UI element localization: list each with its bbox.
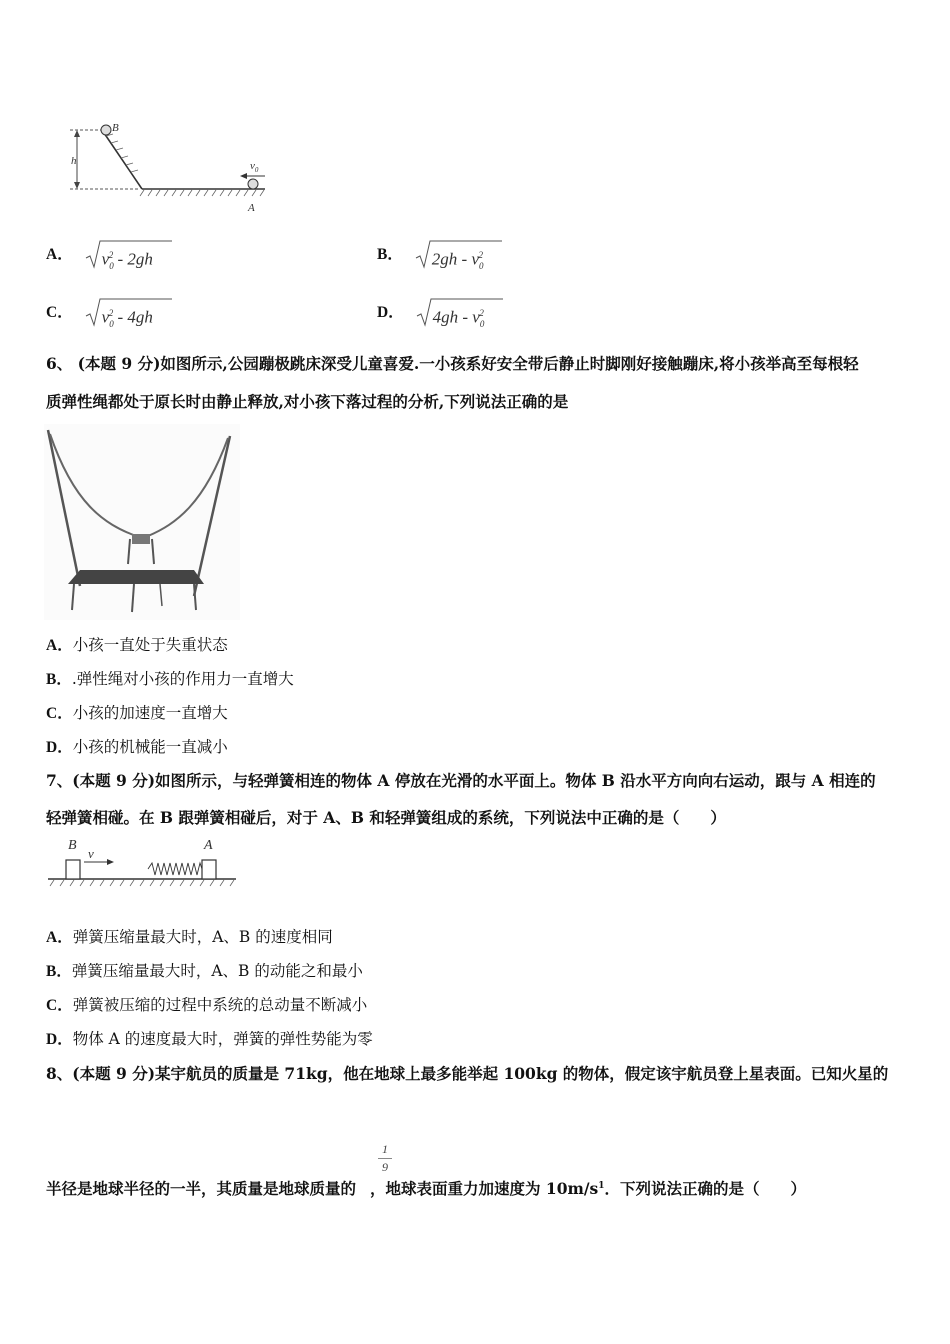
label-a: A <box>248 202 255 214</box>
label-v0: $v_0$ <box>250 160 259 175</box>
option-letter: A． <box>46 637 73 654</box>
sqrt-expression: $v_0^2 - 2gh$ <box>84 240 174 270</box>
q5-figure <box>60 118 280 218</box>
q5-option-d[interactable] <box>377 298 505 328</box>
q5-option-b[interactable] <box>377 240 504 270</box>
option-letter: D． <box>377 304 404 321</box>
option-letter: D． <box>46 739 73 756</box>
incline-diagram <box>60 118 280 218</box>
option-letter: A． <box>46 246 73 263</box>
q6-figure-trampoline <box>44 424 240 620</box>
option-text: 小孩的机械能一直减小 <box>72 738 228 756</box>
option-text: .弹性绳对小孩的作用力一直增大 <box>71 670 294 688</box>
fraction-numerator: 1 <box>382 1142 388 1156</box>
q6-option-b[interactable] <box>46 669 294 690</box>
option-text: 弹簧压缩量最大时，A、B 的动能之和最小 <box>71 962 363 980</box>
label-v: v <box>88 846 94 861</box>
q8-stem-line-2: 半径是地球半径的一半，其质量是地球质量的 ，地球表面重力加速度为 $10m/s^1$．下列说法正确的是（ ） <box>46 1179 807 1199</box>
option-letter: C． <box>46 705 73 722</box>
label-h: h <box>71 155 77 167</box>
q6-option-c[interactable] <box>46 703 228 724</box>
option-letter: D． <box>46 1031 73 1048</box>
q7-option-a[interactable] <box>46 927 333 948</box>
option-text: 物体 A 的速度最大时，弹簧的弹性势能为零 <box>72 1030 373 1048</box>
q7-figure <box>44 838 240 894</box>
q6-stem-line-2: 质弹性绳都处于原长时由静止释放,对小孩下落过程的分析,下列说法正确的是 <box>46 392 569 411</box>
q6-option-d[interactable] <box>46 737 228 758</box>
sqrt-expression: $v_0^2 - 4gh$ <box>84 298 174 328</box>
fraction-bar <box>378 1158 392 1159</box>
q6-option-a[interactable] <box>46 635 228 656</box>
q7-option-d[interactable] <box>46 1029 373 1050</box>
label-a: A <box>204 838 213 853</box>
q7-stem-line-1: 7、(本题 9 分)如图所示，与轻弹簧相连的物体 A 停放在光滑的水平面上。物体 B 沿水平方向向右运动，跟与 A 相连的 <box>46 771 876 790</box>
q7-option-c[interactable] <box>46 995 367 1016</box>
option-letter: A． <box>46 929 73 946</box>
q8-stem-line-1: 8、(本题 9 分)某宇航员的质量是 71kg，他在地球上最多能举起 100kg 的物体，假定该宇航员登上星表面。已知火星的 <box>46 1064 889 1083</box>
option-letter: B． <box>377 246 403 263</box>
label-b: B <box>68 838 77 853</box>
fraction-denominator: 9 <box>382 1160 388 1174</box>
bungee-trampoline-image <box>44 424 240 620</box>
q6-stem-line-1: 6、 (本题 9 分)如图所示,公园蹦极跳床深受儿童喜爱.一小孩系好安全带后静止时脚刚好接触蹦床,将小孩举高至每根轻 <box>46 354 859 373</box>
option-text: 小孩一直处于失重状态 <box>72 636 228 654</box>
q7-stem-line-2: 轻弹簧相碰。在 B 跟弹簧相碰后，对于 A、B 和轻弹簧组成的系统，下列说法中正确的是（ ） <box>46 808 726 827</box>
q7-option-b[interactable] <box>46 961 363 982</box>
fraction-one-ninth <box>378 1142 392 1175</box>
sqrt-expression: $4gh - v_0^2$ <box>415 298 505 328</box>
option-text: 弹簧压缩量最大时，A、B 的速度相同 <box>72 928 333 946</box>
q5-option-a[interactable] <box>46 240 174 270</box>
label-b: B <box>112 122 119 134</box>
option-text: 弹簧被压缩的过程中系统的总动量不断减小 <box>72 996 368 1014</box>
option-letter: C． <box>46 304 73 321</box>
option-letter: B． <box>46 963 72 980</box>
option-text: 小孩的加速度一直增大 <box>72 704 228 722</box>
q5-option-c[interactable] <box>46 298 174 328</box>
sqrt-expression: $2gh - v_0^2$ <box>414 240 504 270</box>
option-letter: B． <box>46 671 72 688</box>
option-letter: C． <box>46 997 73 1014</box>
